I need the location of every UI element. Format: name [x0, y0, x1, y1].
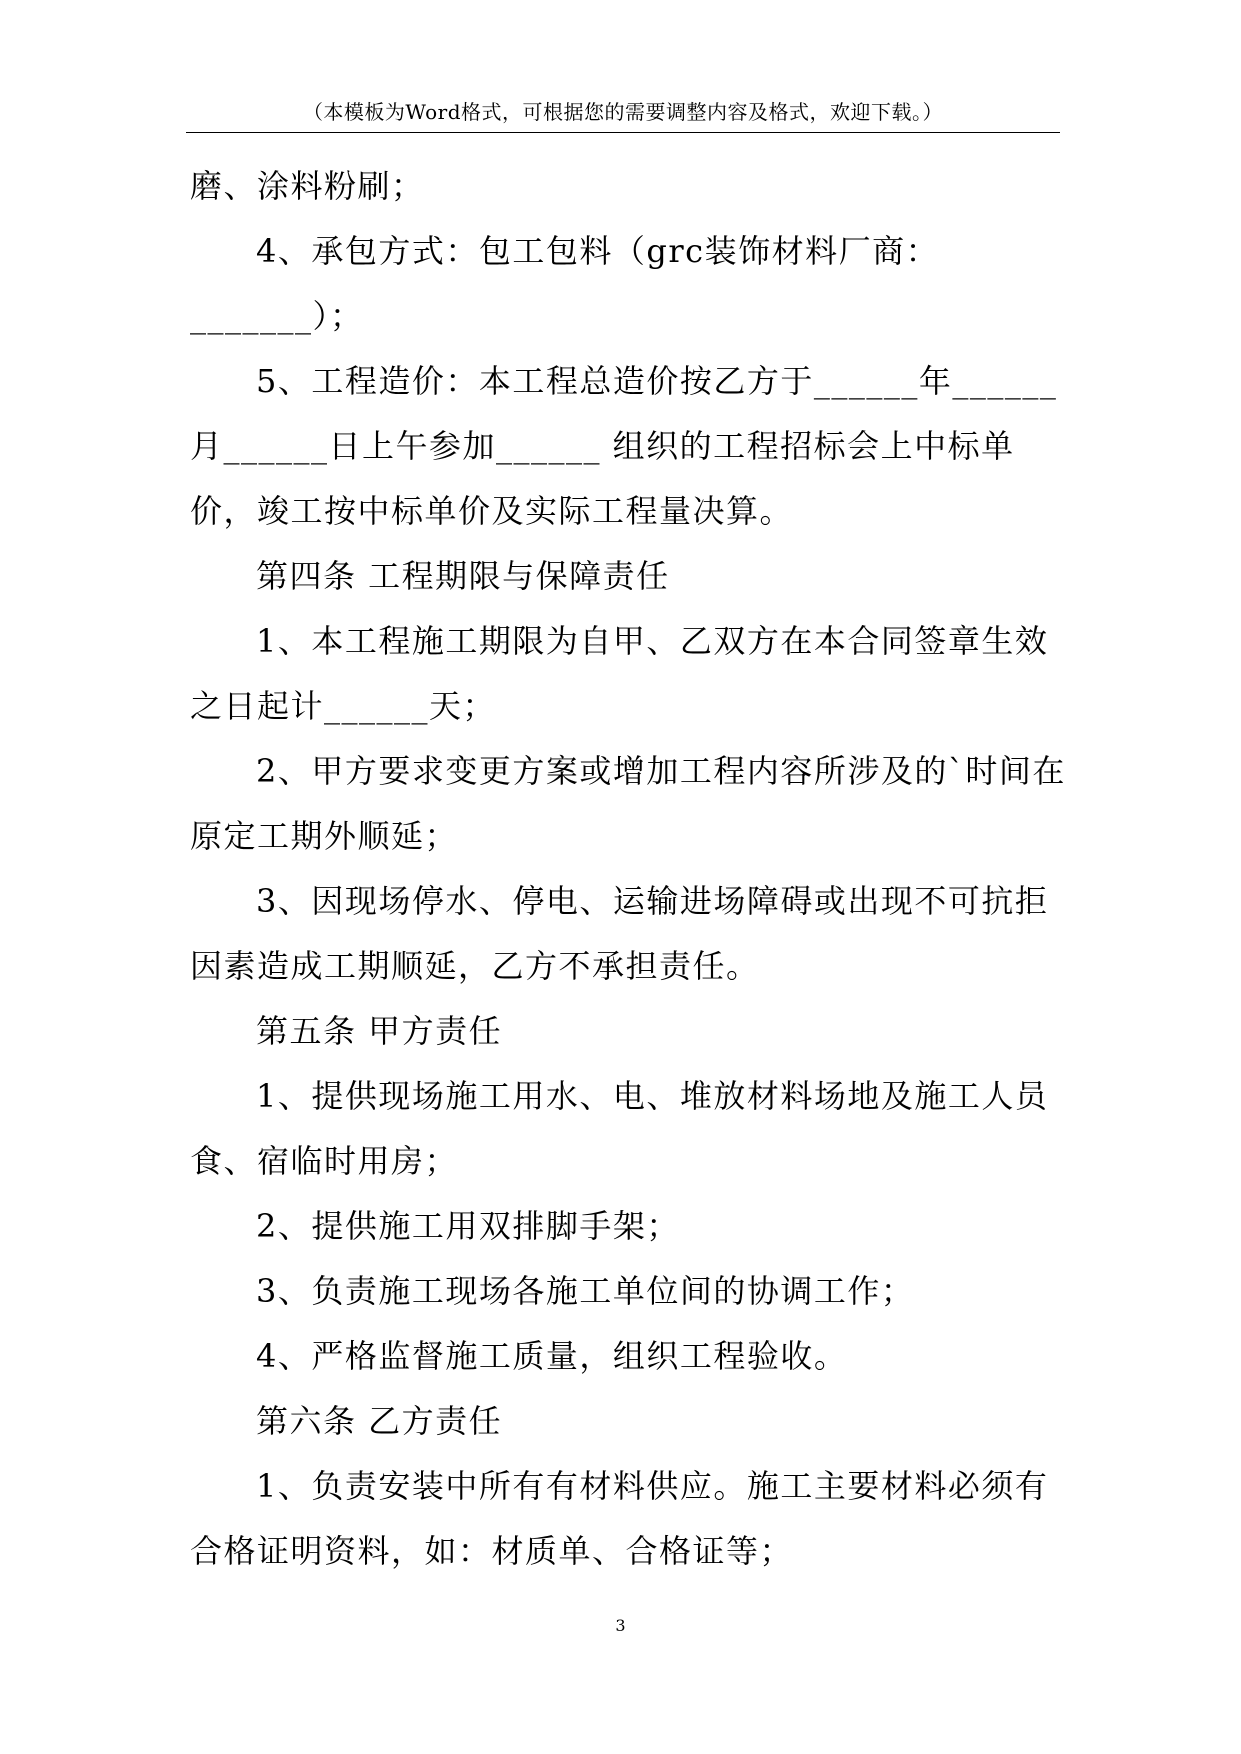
text-line: 因素造成工期顺延，乙方不承担责任。	[190, 947, 760, 985]
section-heading: 第四条 工程期限与保障责任	[256, 557, 670, 595]
text-line: 2、甲方要求变更方案或增加工程内容所涉及的`时间在	[256, 752, 1066, 790]
section-heading: 第六条 乙方责任	[256, 1402, 503, 1440]
text-line: 磨、涂料粉刷；	[190, 167, 425, 205]
text-line: 4、严格监督施工质量，组织工程验收。	[256, 1337, 848, 1375]
section-heading: 第五条 甲方责任	[256, 1012, 503, 1050]
page-header: （本模板为Word格式，可根据您的需要调整内容及格式，欢迎下载。）	[302, 100, 944, 124]
document-body	[190, 158, 1066, 1588]
text-line: 之日起计______天；	[190, 687, 497, 725]
text-line: 合格证明资料，如：材质单、合格证等；	[190, 1532, 794, 1570]
text-line: 1、本工程施工期限为自甲、乙双方在本合同签章生效	[256, 622, 1049, 660]
text-line: 食、宿临时用房；	[190, 1142, 459, 1180]
text-line: 4、承包方式：包工包料（grc装饰材料厂商：	[256, 232, 940, 270]
text-line: 2、提供施工用双排脚手架；	[256, 1207, 680, 1245]
text-line: 1、提供现场施工用水、电、堆放材料场地及施工人员	[256, 1077, 1049, 1115]
page-number: 3	[615, 1616, 626, 1635]
header-rule	[186, 132, 1060, 133]
text-line: 价，竣工按中标单价及实际工程量决算。	[190, 492, 794, 530]
text-line: 3、因现场停水、停电、运输进场障碍或出现不可抗拒	[256, 882, 1049, 920]
text-line: 5、工程造价：本工程总造价按乙方于______年______	[256, 362, 1058, 400]
text-line: 原定工期外顺延；	[190, 817, 459, 855]
text-line: _______）；	[190, 297, 364, 335]
text-line: 1、负责安装中所有有材料供应。施工主要材料必须有	[256, 1467, 1049, 1505]
text-line: 3、负责施工现场各施工单位间的协调工作；	[256, 1272, 915, 1310]
text-line: 月______日上午参加______ 组织的工程招标会上中标单	[190, 427, 1015, 465]
